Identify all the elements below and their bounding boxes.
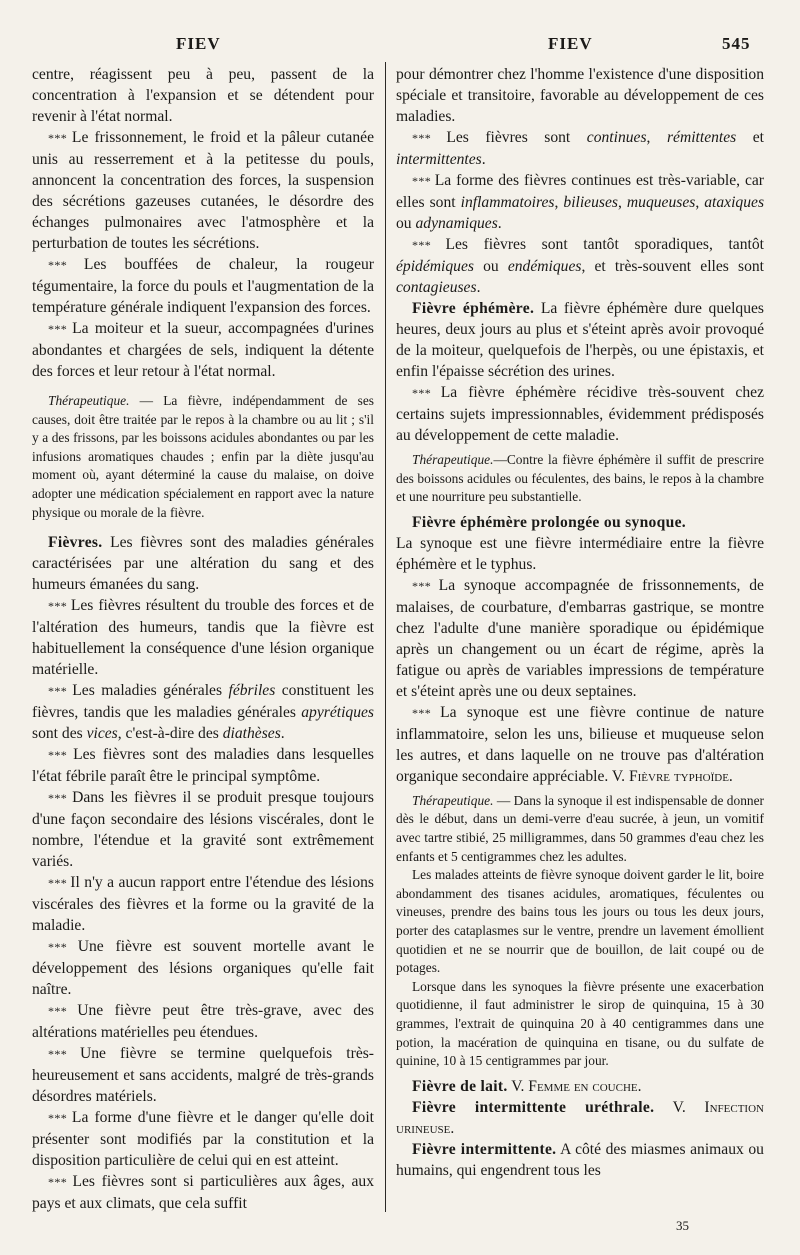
- therapeutic-note: Thérapeutique. — Dans la synoque il est indispensable de donner dès le début, dans un demi-verre d'eau sucrée, à jeun, un vomitif avec tartre stibié, 25 milligrammes, dans 50 grammes d'eau chez les enfants et 5 centigrammes chez les adultes.: [396, 792, 764, 864]
- paragraph: * * * Les fièvres sont des maladies dans lesquelles l'état fébrile paraît être le principal symptôme.: [32, 746, 374, 786]
- asterism: * * *: [48, 940, 66, 955]
- asterism: * * *: [412, 578, 430, 593]
- entry-heading: Fièvre intermittente uréthrale.: [412, 1098, 655, 1116]
- paragraph: centre, réagissent peu à peu, passent de la concentration à l'expansion et se détendent pour revenir à l'état normal.: [32, 66, 374, 125]
- entry-heading: Fièvre éphémère.: [412, 300, 535, 317]
- asterism: * * *: [412, 131, 430, 145]
- paragraph: * * * Dans les fièvres il se produit presque toujours d'une façon secondaire des lésions viscérales, dont le nombre, l'étendue et la gravité sont extrêmement variés.: [32, 789, 374, 871]
- paragraph: * * * La forme d'une fièvre et le danger qu'elle doit présenter sont modifiés par la constitution et la disposition particulière de celui qui en est atteint.: [32, 1109, 374, 1170]
- paragraph: * * * Les maladies générales fébriles constituent les fièvres, tandis que les maladies générales apyrétiques sont des vices, c'est-à-dire des diathèses.: [32, 682, 374, 743]
- column-divider: [385, 62, 386, 1212]
- entry-fievre-de-lait: Fièvre de lait. V. Femme en couche.: [412, 1077, 642, 1095]
- paragraph: * * * La synoque accompagnée de frissonnements, de malaises, de courbature, d'embarras gastrique, se montre chez l'adulte d'une manière sporadique ou épidémique après un changement ou un écart de régime, après la fatigue ou après de variables impressions de température et s'éteint après une ou deux septaines.: [396, 576, 764, 700]
- paragraph: * * * Les fièvres sont tantôt sporadiques, tantôt épidémiques ou endémiques, et très-souvent elles sont contagieuses.: [396, 236, 764, 296]
- asterism: * * *: [412, 705, 430, 720]
- entry-fievre-ephemere: Fièvre éphémère. La fièvre éphémère dure quelques heures, deux jours au plus et s'éteint après avoir provoqué de la moiteur, quelquefois de l'herpès, ou une épistaxis, et enfin l'épaisse sécrétion des urines.: [396, 300, 764, 380]
- entry-heading: Fièvre intermittente.: [412, 1140, 557, 1158]
- asterism: * * *: [48, 1111, 66, 1126]
- right-column: [396, 64, 764, 1181]
- asterism: * * *: [412, 238, 430, 252]
- asterism: * * *: [48, 1175, 66, 1190]
- paragraph: * * * Une fièvre peut être très-grave, avec des altérations matérielles peu étendues.: [32, 1002, 374, 1042]
- left-column: [32, 64, 374, 1214]
- paragraph: * * * Une fièvre se termine quelquefois très-heureusement et sans accidents, malgré de très-grands désordres matériels.: [32, 1045, 375, 1106]
- paragraph: * * * La moiteur et la sueur, accompagnées d'urines abondantes et chargées de sels, indiquent la détente des forces et leur retour à l'état normal.: [32, 320, 374, 380]
- paragraph: * * * La forme des fièvres continues est très-variable, car elles sont inflammatoires, bilieuses, muqueuses, ataxiques ou adynamiques.: [396, 172, 765, 232]
- asterism: * * *: [412, 174, 430, 188]
- entry-heading: Fièvre de lait.: [412, 1077, 508, 1095]
- page-number: 545: [722, 34, 751, 53]
- entry-heading: Fièvre éphémère prolongée ou synoque.: [412, 513, 687, 531]
- running-header: [0, 34, 800, 60]
- asterism: * * *: [48, 1047, 66, 1062]
- asterism: * * *: [48, 131, 66, 145]
- entry-fievres: Fièvres. Les fièvres sont des maladies générales caractérisées par une altération du sang et des humeurs émanées du sang.: [32, 534, 374, 594]
- paragraph: * * * Les fièvres résultent du trouble des forces et de l'altération des humeurs, tandis que la fièvre est habituellement la conséquence d'une lésion organique matérielle.: [32, 597, 374, 679]
- entry-synoque: [396, 512, 764, 533]
- cross-reference: Femme en couche: [528, 1077, 638, 1095]
- paragraph: La synoque est une fièvre intermédiaire entre la fièvre éphémère et le typhus.: [396, 534, 764, 573]
- paragraph: * * * La fièvre éphémère récidive très-souvent chez certains sujets impressionnables, évidemment prédisposés au développement de cette maladie.: [396, 384, 764, 444]
- asterism: * * *: [48, 791, 66, 806]
- entry-heading: Fièvres.: [48, 534, 103, 552]
- small-paragraph: Les malades atteints de fièvre synoque doivent garder le lit, boire abondamment des tisanes acidules, aromatiques, féculentes ou vineuses, prendre des bains tous les jours ou tous les deux jours, porter des cataplasmes sur le ventre, prendre un lavement émollient quotidien et ne se nourrir que de bouillon, de lait coupé ou de potages.: [396, 867, 764, 976]
- entry-fievre-urethrale: Fièvre intermittente uréthrale. V. Infection urineuse.: [396, 1098, 764, 1137]
- asterism: * * *: [48, 322, 66, 336]
- paragraph: * * * Le frissonnement, le froid et la pâleur cutanée unis au resserrement et à la petitesse du pouls, annoncent la concentration des forces, la suspension des sécrétions gazeuses cutanées, le désordre des échanges pulmonaires avec l'atmosphère et la perturbation de toutes les sécrétions.: [32, 129, 374, 252]
- paragraph: pour démontrer chez l'homme l'existence d'une disposition spéciale et transitoire, favorable au développement de ces maladies.: [396, 66, 764, 125]
- cross-reference: Infection urineuse: [396, 1098, 764, 1137]
- paragraph: * * * Une fièvre est souvent mortelle avant le développement des lésions organiques qu'elle fait naître.: [32, 938, 375, 999]
- entry-fievre-intermittente: Fièvre intermittente. A côté des miasmes animaux ou humains, qui engendrent tous les: [396, 1140, 764, 1179]
- header-left-word: FIEV: [176, 34, 221, 53]
- paragraph: * * * Les fièvres sont si particulières aux âges, aux pays et aux climats, que cela suffit: [32, 1173, 375, 1213]
- paragraph: * * * Les bouffées de chaleur, la rougeur tégumentaire, la force du pouls et l'augmentation de la température générale indiquent l'expansion des forces.: [32, 256, 374, 316]
- asterism: * * *: [48, 1004, 66, 1019]
- asterism: * * *: [48, 748, 66, 763]
- asterism: * * *: [48, 599, 66, 614]
- small-paragraph: Lorsque dans les synoques la fièvre présente une exacerbation quotidienne, il faut administrer le sirop de quinquina, 15 à 30 grammes, l'extrait de quinquina 20 à 40 centigrammes dans une potion, la macération de quinquina en tisane, ou du sulfate de quinine, 10 à 15 centigrammes par jour.: [396, 978, 764, 1069]
- cross-reference: Fièvre typhoïde: [628, 767, 729, 785]
- signature-mark: 35: [676, 1218, 689, 1233]
- asterism: * * *: [48, 876, 66, 891]
- therapeutic-note: Thérapeutique.—Contre la fièvre éphémère il suffit de prescrire des boissons acidules ou féculentes, des bains, le repos à la chambre et une nourriture peu substantielle.: [396, 452, 764, 505]
- paragraph: * * * Il n'y a aucun rapport entre l'étendue des lésions viscérales des fièvres et la forme ou la gravité de la maladie.: [32, 874, 374, 935]
- paragraph: * * * Les fièvres sont continues, rémittentes et intermittentes.: [396, 129, 765, 168]
- asterism: * * *: [412, 386, 430, 400]
- header-right-word: FIEV: [548, 34, 593, 53]
- therapeutic-note: Thérapeutique. — La fièvre, indépendamment de ses causes, doit être traitée par le repos à la chambre ou au lit ; s'il y a des frissons, par les boissons acidules abondantes ou par les infusions aromatiques chaudes ; enfin par la diète jusqu'au moment où, ayant déterminé la cause du malaise, on doive adopter une médication spécialement en rapport avec la nature physique ou morale de la fièvre.: [32, 393, 374, 520]
- asterism: * * *: [48, 258, 66, 272]
- paragraph: * * * La synoque est une fièvre continue de nature inflammatoire, selon les uns, bilieuse et muqueuse selon les autres, et dans laquelle on ne trouve pas d'altération organique secondaire appréciable. V. Fièvre typhoïde.: [396, 703, 764, 785]
- asterism: * * *: [48, 684, 66, 699]
